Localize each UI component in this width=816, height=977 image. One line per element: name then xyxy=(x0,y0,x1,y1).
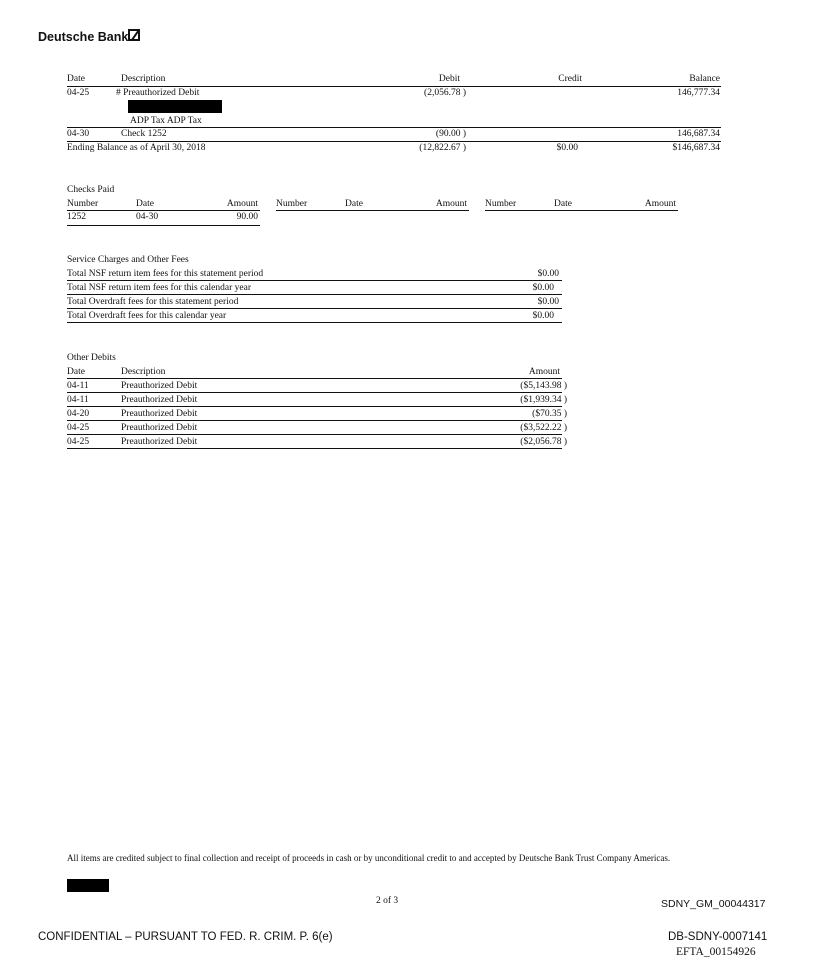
col-header-amount: Amount xyxy=(226,199,258,209)
fee-label: Total NSF return item fees for this statement period xyxy=(67,269,264,279)
efta-bates-id: EFTA_00154926 xyxy=(676,946,756,958)
row-balance: 146,687.34 xyxy=(677,129,720,139)
page-number: 2 of 3 xyxy=(376,896,399,906)
divider xyxy=(67,322,562,323)
debit-description: Preauthorized Debit xyxy=(121,437,198,447)
debit-date: 04-11 xyxy=(67,381,89,391)
col-header-description: Description xyxy=(121,367,166,377)
col-header-amount: Amount xyxy=(435,199,467,209)
divider xyxy=(67,406,562,407)
col-header-date: Date xyxy=(554,199,572,209)
ending-balance: $146,687.34 xyxy=(672,143,720,153)
debit-description: Preauthorized Debit xyxy=(121,395,198,405)
row-debit: (90.00 ) xyxy=(435,129,466,139)
col-header-number: Number xyxy=(67,199,99,209)
row-sub-description: ADP Tax ADP Tax xyxy=(130,116,202,126)
fee-label: Total Overdraft fees for this statement period xyxy=(67,297,239,307)
debit-description: Preauthorized Debit xyxy=(121,423,198,433)
confidential-notice: CONFIDENTIAL – PURSUANT TO FED. R. CRIM. P. 6(e) xyxy=(38,931,333,943)
col-header-amount: Amount xyxy=(644,199,676,209)
col-header-number: Number xyxy=(276,199,308,209)
check-date: 04-30 xyxy=(136,212,159,222)
row-balance: 146,777.34 xyxy=(677,88,720,98)
row-description: Check 1252 xyxy=(121,129,167,139)
fee-amount: $0.00 xyxy=(532,311,554,321)
col-header-description: Description xyxy=(121,74,166,84)
divider xyxy=(67,308,562,309)
divider xyxy=(67,448,562,449)
debit-date: 04-20 xyxy=(67,409,90,419)
fee-amount: $0.00 xyxy=(537,269,559,279)
divider xyxy=(67,434,562,435)
col-header-number: Number xyxy=(485,199,517,209)
redaction-block xyxy=(67,879,109,892)
debit-description: Preauthorized Debit xyxy=(121,409,198,419)
row-date: 04-25 xyxy=(67,88,90,98)
debit-date: 04-11 xyxy=(67,395,89,405)
ending-balance-label: Ending Balance as of April 30, 2018 xyxy=(67,143,206,153)
sdny-bates-id: SDNY_GM_00044317 xyxy=(661,898,766,910)
ending-debit: (12,822.67 ) xyxy=(419,143,466,153)
disclaimer-text: All items are credited subject to final collection and receipt of proceeds in cash or by unconditional credit to and accepted by Deutsche Bank Trust Company Americas. xyxy=(67,853,671,863)
col-header-credit: Credit xyxy=(558,74,582,84)
bank-logo-icon xyxy=(128,29,140,41)
redaction-block xyxy=(128,100,222,113)
debit-date: 04-25 xyxy=(67,423,90,433)
divider xyxy=(67,86,721,87)
section-title: Checks Paid xyxy=(67,185,115,195)
col-header-debit: Debit xyxy=(438,74,460,84)
divider xyxy=(67,280,562,281)
row-description: # Preauthorized Debit xyxy=(116,88,200,98)
fee-label: Total Overdraft fees for this calendar year xyxy=(67,311,227,321)
divider xyxy=(67,392,562,393)
col-header-date: Date xyxy=(67,74,85,84)
divider xyxy=(67,141,721,142)
ending-credit: $0.00 xyxy=(556,143,578,153)
section-title: Service Charges and Other Fees xyxy=(67,255,189,265)
col-header-balance: Balance xyxy=(689,74,720,84)
check-amount: 90.00 xyxy=(236,212,258,222)
divider xyxy=(67,225,260,226)
debit-date: 04-25 xyxy=(67,437,90,447)
col-header-date: Date xyxy=(136,199,154,209)
divider xyxy=(485,210,678,211)
debit-amount: ($2,056.78 ) xyxy=(520,437,567,447)
debit-amount: ($3,522.22 ) xyxy=(520,423,567,433)
db-bates-id: DB-SDNY-0007141 xyxy=(668,931,768,943)
row-debit: (2,056.78 ) xyxy=(424,88,466,98)
debit-amount: ($5,143.98 ) xyxy=(520,381,567,391)
col-header-amount: Amount xyxy=(528,367,560,377)
divider xyxy=(67,127,721,128)
fee-amount: $0.00 xyxy=(532,283,554,293)
section-title: Other Debits xyxy=(67,353,116,363)
divider xyxy=(67,210,260,211)
divider xyxy=(276,210,469,211)
debit-amount: ($70.35 ) xyxy=(532,409,567,419)
debit-amount: ($1,939.34 ) xyxy=(520,395,567,405)
divider xyxy=(67,294,562,295)
check-number: 1252 xyxy=(67,212,86,222)
divider xyxy=(67,378,562,379)
col-header-date: Date xyxy=(345,199,363,209)
col-header-date: Date xyxy=(67,367,85,377)
fee-amount: $0.00 xyxy=(537,297,559,307)
divider xyxy=(67,420,562,421)
fee-label: Total NSF return item fees for this calendar year xyxy=(67,283,251,293)
row-date: 04-30 xyxy=(67,129,90,139)
debit-description: Preauthorized Debit xyxy=(121,381,198,391)
bank-logo-text: Deutsche Bank xyxy=(38,30,129,44)
